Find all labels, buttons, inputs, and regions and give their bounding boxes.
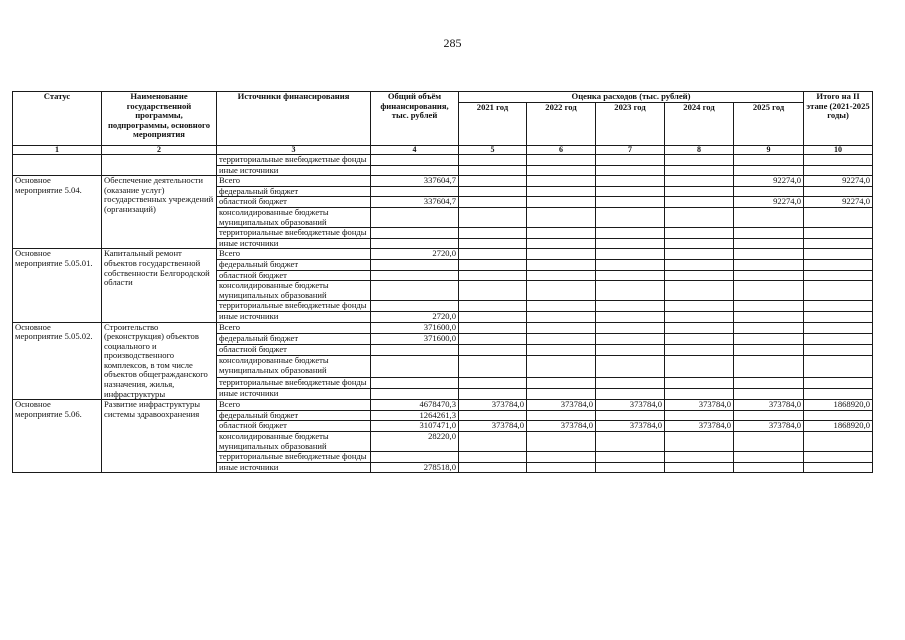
header-status: Статус <box>13 92 102 146</box>
total-funding-cell: 2720,0 <box>371 249 459 260</box>
funding-source-cell: территориальные внебюджетные фонды <box>217 228 371 239</box>
year-2022-cell <box>527 345 596 356</box>
total-funding-cell: 4678470,3 <box>371 400 459 411</box>
year-2021-cell <box>459 388 527 399</box>
year-2022-cell <box>527 311 596 322</box>
year-2024-cell <box>665 238 734 249</box>
year-2022-cell <box>527 322 596 333</box>
event-name-cell: Обеспечение деятельности (оказание услуг) государственных учреждений (организаций) <box>102 176 217 249</box>
year-2025-cell <box>734 165 804 176</box>
total-funding-cell <box>371 345 459 356</box>
total-funding-cell <box>371 238 459 249</box>
year-2025-cell <box>734 345 804 356</box>
header-sources: Источники финансирования <box>217 92 371 146</box>
year-2021-cell <box>459 301 527 312</box>
header-name: Наименование государственной программы, подпрограммы, основного мероприятия <box>102 92 217 146</box>
funding-source-cell: областной бюджет <box>217 270 371 281</box>
stage-total-cell <box>804 462 873 473</box>
year-2025-cell <box>734 207 804 227</box>
year-2024-cell <box>665 270 734 281</box>
funding-source-cell: Всего <box>217 249 371 260</box>
year-2023-cell <box>596 228 665 239</box>
year-2021-cell: 373784,0 <box>459 421 527 432</box>
funding-source-cell: территориальные внебюджетные фонды <box>217 155 371 166</box>
header-stage-total: Итого на II этапе (2021-2025 годы) <box>804 92 873 146</box>
total-funding-cell <box>371 281 459 301</box>
table-row <box>13 322 873 333</box>
year-2022-cell <box>527 301 596 312</box>
year-2024-cell <box>665 322 734 333</box>
year-2025-cell <box>734 356 804 377</box>
funding-source-cell: консолидированные бюджеты муниципальных образований <box>217 281 371 301</box>
funding-source-cell: иные источники <box>217 462 371 473</box>
year-2025-cell <box>734 238 804 249</box>
year-2021-cell <box>459 462 527 473</box>
year-2022-cell <box>527 259 596 270</box>
status-cell: Основное мероприятие 5.04. <box>13 176 102 249</box>
year-2024-cell <box>665 165 734 176</box>
total-funding-cell <box>371 388 459 399</box>
year-2021-cell <box>459 322 527 333</box>
stage-total-cell <box>804 249 873 260</box>
year-2023-cell <box>596 155 665 166</box>
funding-source-cell: консолидированные бюджеты муниципальных образований <box>217 207 371 227</box>
header-total: Общий объём финансирования, тыс. рублей <box>371 92 459 146</box>
funding-source-cell: консолидированные бюджеты муниципальных образований <box>217 356 371 377</box>
year-2025-cell <box>734 301 804 312</box>
year-2021-cell <box>459 345 527 356</box>
total-funding-cell: 1264261,3 <box>371 410 459 421</box>
year-2023-cell <box>596 410 665 421</box>
funding-source-cell: федеральный бюджет <box>217 186 371 197</box>
stage-total-cell <box>804 301 873 312</box>
funding-source-cell: иные источники <box>217 311 371 322</box>
table-row <box>13 155 873 166</box>
year-2025-cell <box>734 377 804 388</box>
page-number: 285 <box>443 36 462 50</box>
total-funding-cell <box>371 270 459 281</box>
stage-total-cell <box>804 259 873 270</box>
stage-total-cell <box>804 281 873 301</box>
event-name-cell <box>102 155 217 176</box>
total-funding-cell <box>371 165 459 176</box>
stage-total-cell <box>804 186 873 197</box>
year-2025-cell <box>734 311 804 322</box>
year-2023-cell <box>596 270 665 281</box>
year-2024-cell: 373784,0 <box>665 421 734 432</box>
header-year-2024: 2024 год <box>665 103 734 146</box>
year-2021-cell <box>459 186 527 197</box>
funding-source-cell: консолидированные бюджеты муниципальных образований <box>217 432 371 452</box>
stage-total-cell <box>804 410 873 421</box>
year-2021-cell: 373784,0 <box>459 400 527 411</box>
stage-total-cell <box>804 311 873 322</box>
stage-total-cell: 92274,0 <box>804 197 873 208</box>
funding-source-cell: федеральный бюджет <box>217 333 371 344</box>
year-2021-cell <box>459 432 527 452</box>
year-2023-cell <box>596 176 665 187</box>
header-year-2025: 2025 год <box>734 103 804 146</box>
stage-total-cell: 1868920,0 <box>804 421 873 432</box>
year-2024-cell <box>665 301 734 312</box>
year-2021-cell <box>459 197 527 208</box>
funding-source-cell: иные источники <box>217 388 371 399</box>
year-2022-cell <box>527 432 596 452</box>
stage-total-cell <box>804 356 873 377</box>
budget-table <box>12 91 873 473</box>
stage-total-cell <box>804 270 873 281</box>
year-2022-cell <box>527 197 596 208</box>
total-funding-cell: 3107471,0 <box>371 421 459 432</box>
year-2023-cell <box>596 452 665 463</box>
table-body <box>13 155 873 473</box>
year-2024-cell <box>665 356 734 377</box>
year-2024-cell <box>665 345 734 356</box>
year-2022-cell <box>527 452 596 463</box>
table-row <box>13 400 873 411</box>
total-funding-cell: 371600,0 <box>371 333 459 344</box>
year-2021-cell <box>459 155 527 166</box>
year-2021-cell <box>459 410 527 421</box>
year-2024-cell <box>665 410 734 421</box>
year-2022-cell <box>527 228 596 239</box>
year-2021-cell <box>459 311 527 322</box>
year-2021-cell <box>459 270 527 281</box>
header-estimate: Оценка расходов (тыс. рублей) <box>459 92 804 103</box>
total-funding-cell <box>371 452 459 463</box>
year-2025-cell <box>734 281 804 301</box>
funding-source-cell: областной бюджет <box>217 345 371 356</box>
total-funding-cell <box>371 356 459 377</box>
table-row <box>13 249 873 260</box>
stage-total-cell <box>804 207 873 227</box>
year-2024-cell <box>665 388 734 399</box>
year-2022-cell <box>527 249 596 260</box>
column-number: 8 <box>665 146 734 155</box>
year-2025-cell <box>734 333 804 344</box>
year-2022-cell <box>527 388 596 399</box>
stage-total-cell: 1868920,0 <box>804 400 873 411</box>
year-2022-cell <box>527 165 596 176</box>
year-2025-cell <box>734 270 804 281</box>
year-2021-cell <box>459 281 527 301</box>
total-funding-cell: 2720,0 <box>371 311 459 322</box>
total-funding-cell <box>371 228 459 239</box>
year-2022-cell <box>527 281 596 301</box>
header-year-2022: 2022 год <box>527 103 596 146</box>
funding-source-cell: территориальные внебюджетные фонды <box>217 452 371 463</box>
year-2022-cell <box>527 462 596 473</box>
funding-source-cell: иные источники <box>217 238 371 249</box>
year-2024-cell <box>665 259 734 270</box>
year-2025-cell <box>734 388 804 399</box>
status-cell: Основное мероприятие 5.06. <box>13 400 102 473</box>
table-row <box>13 176 873 187</box>
year-2025-cell: 92274,0 <box>734 197 804 208</box>
year-2025-cell <box>734 410 804 421</box>
year-2024-cell: 373784,0 <box>665 400 734 411</box>
funding-source-cell: областной бюджет <box>217 421 371 432</box>
year-2022-cell <box>527 377 596 388</box>
year-2022-cell <box>527 333 596 344</box>
total-funding-cell: 371600,0 <box>371 322 459 333</box>
year-2021-cell <box>459 165 527 176</box>
year-2025-cell <box>734 452 804 463</box>
year-2023-cell: 373784,0 <box>596 400 665 411</box>
year-2024-cell <box>665 432 734 452</box>
stage-total-cell <box>804 155 873 166</box>
year-2022-cell: 373784,0 <box>527 421 596 432</box>
year-2024-cell <box>665 249 734 260</box>
funding-source-cell: федеральный бюджет <box>217 410 371 421</box>
total-funding-cell <box>371 207 459 227</box>
column-number: 7 <box>596 146 665 155</box>
year-2024-cell <box>665 207 734 227</box>
year-2025-cell <box>734 432 804 452</box>
year-2023-cell <box>596 197 665 208</box>
year-2023-cell <box>596 462 665 473</box>
stage-total-cell <box>804 322 873 333</box>
year-2022-cell <box>527 238 596 249</box>
column-number: 9 <box>734 146 804 155</box>
column-number: 6 <box>527 146 596 155</box>
year-2025-cell <box>734 155 804 166</box>
year-2023-cell <box>596 259 665 270</box>
column-number: 10 <box>804 146 873 155</box>
year-2022-cell: 373784,0 <box>527 400 596 411</box>
year-2025-cell: 373784,0 <box>734 400 804 411</box>
year-2021-cell <box>459 207 527 227</box>
year-2023-cell <box>596 301 665 312</box>
year-2021-cell <box>459 259 527 270</box>
year-2025-cell: 373784,0 <box>734 421 804 432</box>
column-number: 5 <box>459 146 527 155</box>
status-cell <box>13 155 102 176</box>
total-funding-cell <box>371 155 459 166</box>
year-2021-cell <box>459 452 527 463</box>
year-2025-cell <box>734 462 804 473</box>
event-name-cell: Капитальный ремонт объектов государственной собственности Белгородской области <box>102 249 217 322</box>
stage-total-cell <box>804 377 873 388</box>
year-2023-cell <box>596 249 665 260</box>
year-2024-cell <box>665 452 734 463</box>
funding-source-cell: территориальные внебюджетные фонды <box>217 301 371 312</box>
total-funding-cell: 337604,7 <box>371 197 459 208</box>
year-2023-cell <box>596 333 665 344</box>
status-cell: Основное мероприятие 5.05.01. <box>13 249 102 322</box>
funding-source-cell: Всего <box>217 322 371 333</box>
header-year-2021: 2021 год <box>459 103 527 146</box>
year-2024-cell <box>665 377 734 388</box>
year-2023-cell <box>596 165 665 176</box>
funding-source-cell: областной бюджет <box>217 197 371 208</box>
year-2021-cell <box>459 356 527 377</box>
total-funding-cell: 337604,7 <box>371 176 459 187</box>
stage-total-cell <box>804 345 873 356</box>
year-2024-cell <box>665 462 734 473</box>
status-cell: Основное мероприятие 5.05.02. <box>13 322 102 400</box>
total-funding-cell: 278518,0 <box>371 462 459 473</box>
year-2023-cell: 373784,0 <box>596 421 665 432</box>
year-2023-cell <box>596 186 665 197</box>
year-2023-cell <box>596 345 665 356</box>
year-2025-cell <box>734 249 804 260</box>
year-2022-cell <box>527 207 596 227</box>
column-number: 3 <box>217 146 371 155</box>
year-2025-cell <box>734 228 804 239</box>
year-2022-cell <box>527 186 596 197</box>
year-2023-cell <box>596 311 665 322</box>
total-funding-cell <box>371 377 459 388</box>
funding-source-cell: иные источники <box>217 165 371 176</box>
year-2024-cell <box>665 311 734 322</box>
year-2023-cell <box>596 356 665 377</box>
year-2025-cell <box>734 186 804 197</box>
year-2023-cell <box>596 388 665 399</box>
year-2024-cell <box>665 197 734 208</box>
year-2021-cell <box>459 333 527 344</box>
year-2025-cell: 92274,0 <box>734 176 804 187</box>
total-funding-cell <box>371 186 459 197</box>
stage-total-cell: 92274,0 <box>804 176 873 187</box>
event-name-cell: Строительство (реконструкция) объектов социального и производственного комплексов, в том числе объектов общегражданского назначения, жилья, инфраструктуры <box>102 322 217 400</box>
year-2024-cell <box>665 281 734 301</box>
year-2025-cell <box>734 322 804 333</box>
funding-source-cell: территориальные внебюджетные фонды <box>217 377 371 388</box>
year-2024-cell <box>665 176 734 187</box>
stage-total-cell <box>804 388 873 399</box>
year-2022-cell <box>527 410 596 421</box>
year-2025-cell <box>734 259 804 270</box>
total-funding-cell: 28220,0 <box>371 432 459 452</box>
year-2021-cell <box>459 228 527 239</box>
stage-total-cell <box>804 333 873 344</box>
year-2022-cell <box>527 155 596 166</box>
column-number: 2 <box>102 146 217 155</box>
year-2024-cell <box>665 186 734 197</box>
year-2023-cell <box>596 322 665 333</box>
year-2023-cell <box>596 281 665 301</box>
year-2022-cell <box>527 176 596 187</box>
year-2022-cell <box>527 356 596 377</box>
year-2021-cell <box>459 176 527 187</box>
funding-source-cell: Всего <box>217 400 371 411</box>
header-year-2023: 2023 год <box>596 103 665 146</box>
year-2024-cell <box>665 228 734 239</box>
stage-total-cell <box>804 228 873 239</box>
total-funding-cell <box>371 259 459 270</box>
stage-total-cell <box>804 452 873 463</box>
column-number: 4 <box>371 146 459 155</box>
funding-source-cell: Всего <box>217 176 371 187</box>
year-2024-cell <box>665 333 734 344</box>
year-2022-cell <box>527 270 596 281</box>
stage-total-cell <box>804 432 873 452</box>
event-name-cell: Развитие инфраструктуры системы здравоохранения <box>102 400 217 473</box>
total-funding-cell <box>371 301 459 312</box>
year-2021-cell <box>459 377 527 388</box>
column-number: 1 <box>13 146 102 155</box>
year-2023-cell <box>596 377 665 388</box>
stage-total-cell <box>804 238 873 249</box>
stage-total-cell <box>804 165 873 176</box>
funding-source-cell: федеральный бюджет <box>217 259 371 270</box>
year-2024-cell <box>665 155 734 166</box>
year-2021-cell <box>459 238 527 249</box>
year-2023-cell <box>596 238 665 249</box>
year-2023-cell <box>596 432 665 452</box>
year-2021-cell <box>459 249 527 260</box>
year-2023-cell <box>596 207 665 227</box>
